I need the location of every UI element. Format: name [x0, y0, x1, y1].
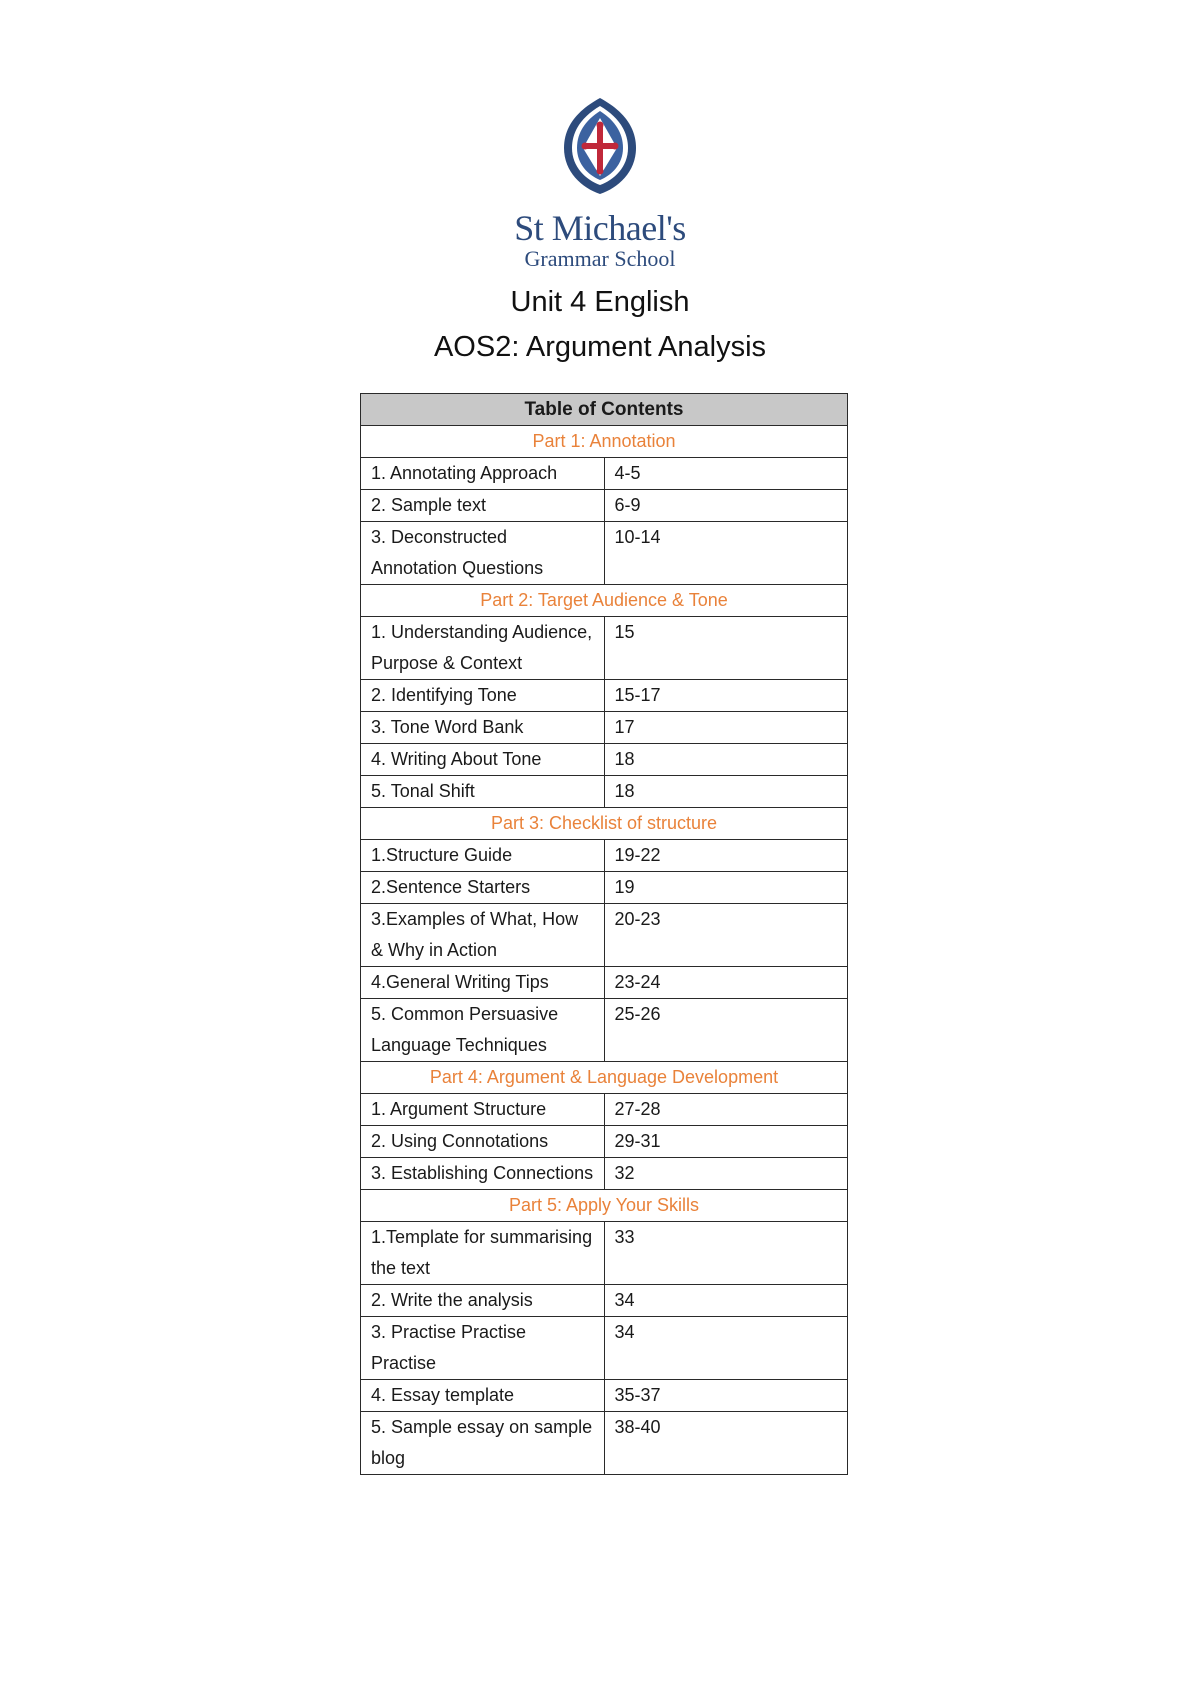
toc-entry-label: 2. Sample text — [361, 490, 605, 522]
toc-entry-row — [361, 1380, 848, 1412]
toc-entry-pages: 38-40 — [604, 1412, 848, 1475]
toc-part-title: Part 2: Target Audience & Tone — [361, 585, 848, 617]
toc-entry-pages: 18 — [604, 776, 848, 808]
toc-entry-pages: 4-5 — [604, 458, 848, 490]
toc-entry-row — [361, 1412, 848, 1475]
toc-entry-label: 3. Tone Word Bank — [361, 712, 605, 744]
toc-entry-label: 5. Tonal Shift — [361, 776, 605, 808]
toc-header: Table of Contents — [361, 394, 848, 426]
toc-header-row — [361, 394, 848, 426]
toc-entry-pages: 15 — [604, 617, 848, 680]
toc-entry-pages: 17 — [604, 712, 848, 744]
table-of-contents — [360, 393, 848, 1475]
toc-entry-row — [361, 1094, 848, 1126]
school-crest-icon — [562, 96, 638, 196]
toc-entry-pages: 33 — [604, 1222, 848, 1285]
toc-entry-pages: 19 — [604, 872, 848, 904]
toc-entry-label: 5. Common Persuasive Language Techniques — [361, 999, 605, 1062]
toc-entry-label: 1. Annotating Approach — [361, 458, 605, 490]
toc-entry-pages: 19-22 — [604, 840, 848, 872]
toc-part-title: Part 4: Argument & Language Development — [361, 1062, 848, 1094]
toc-entry-pages: 15-17 — [604, 680, 848, 712]
toc-entry-row — [361, 840, 848, 872]
toc-entry-row — [361, 712, 848, 744]
toc-entry-pages: 34 — [604, 1285, 848, 1317]
toc-entry-row — [361, 522, 848, 585]
toc-entry-pages: 29-31 — [604, 1126, 848, 1158]
toc-part-row — [361, 1190, 848, 1222]
toc-entry-pages: 18 — [604, 744, 848, 776]
toc-entry-label: 1.Structure Guide — [361, 840, 605, 872]
toc-entry-pages: 6-9 — [604, 490, 848, 522]
toc-entry-pages: 34 — [604, 1317, 848, 1380]
toc-entry-row — [361, 1317, 848, 1380]
toc-entry-pages: 35-37 — [604, 1380, 848, 1412]
toc-entry-label: 4. Writing About Tone — [361, 744, 605, 776]
toc-entry-label: 5. Sample essay on sample blog — [361, 1412, 605, 1475]
toc-part-title: Part 5: Apply Your Skills — [361, 1190, 848, 1222]
toc-entry-row — [361, 872, 848, 904]
toc-entry-row — [361, 744, 848, 776]
document-subtitle: AOS2: Argument Analysis — [433, 331, 767, 363]
toc-part-title: Part 1: Annotation — [361, 426, 848, 458]
toc-entry-label: 2. Write the analysis — [361, 1285, 605, 1317]
toc-entry-row — [361, 904, 848, 967]
toc-entry-row — [361, 776, 848, 808]
toc-entry-label: 3. Deconstructed Annotation Questions — [361, 522, 605, 585]
toc-entry-label: 3. Establishing Connections — [361, 1158, 605, 1190]
school-logo — [0, 96, 1200, 270]
document-titles — [0, 280, 1200, 370]
toc-entry-row — [361, 1222, 848, 1285]
toc-entry-label: 1. Understanding Audience, Purpose & Context — [361, 617, 605, 680]
toc-entry-row — [361, 458, 848, 490]
toc-entry-label: 1. Argument Structure — [361, 1094, 605, 1126]
school-name-line1: St Michael's — [514, 208, 686, 248]
toc-entry-pages: 25-26 — [604, 999, 848, 1062]
toc-entry-label: 2. Identifying Tone — [361, 680, 605, 712]
toc-entry-row — [361, 617, 848, 680]
toc-entry-label: 2.Sentence Starters — [361, 872, 605, 904]
toc-entry-pages: 20-23 — [604, 904, 848, 967]
toc-entry-row — [361, 967, 848, 999]
toc-entry-pages: 27-28 — [604, 1094, 848, 1126]
toc-part-row — [361, 808, 848, 840]
toc-part-row — [361, 426, 848, 458]
toc-entry-row — [361, 999, 848, 1062]
toc-entry-row — [361, 1285, 848, 1317]
toc-entry-row — [361, 1158, 848, 1190]
toc-entry-label: 3.Examples of What, How & Why in Action — [361, 904, 605, 967]
toc-entry-pages: 32 — [604, 1158, 848, 1190]
toc-entry-label: 3. Practise Practise Practise — [361, 1317, 605, 1380]
toc-entry-label: 2. Using Connotations — [361, 1126, 605, 1158]
toc-part-row — [361, 1062, 848, 1094]
toc-entry-pages: 10-14 — [604, 522, 848, 585]
toc-entry-row — [361, 1126, 848, 1158]
toc-entry-row — [361, 490, 848, 522]
toc-part-row — [361, 585, 848, 617]
toc-entry-label: 1.Template for summarising the text — [361, 1222, 605, 1285]
school-name — [0, 210, 1200, 270]
toc-entry-label: 4. Essay template — [361, 1380, 605, 1412]
document-title: Unit 4 English — [510, 286, 690, 318]
toc-entry-pages: 23-24 — [604, 967, 848, 999]
toc-entry-label: 4.General Writing Tips — [361, 967, 605, 999]
toc-part-title: Part 3: Checklist of structure — [361, 808, 848, 840]
school-name-line2: Grammar School — [524, 246, 676, 271]
toc-entry-row — [361, 680, 848, 712]
